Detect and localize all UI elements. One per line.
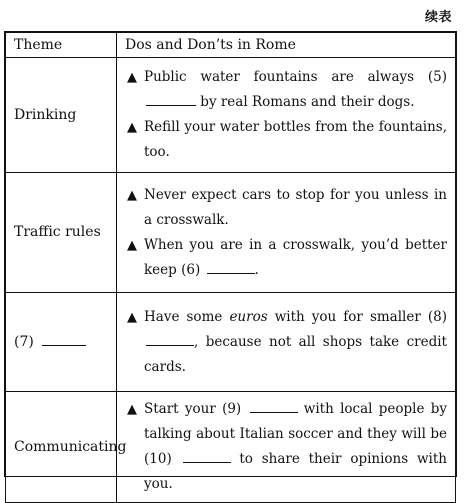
theme-drinking: Drinking	[6, 58, 117, 173]
triangle-bullet-icon: ▲	[127, 237, 137, 253]
triangle-bullet-icon: ▲	[127, 402, 137, 417]
rule-text: Start your (9)	[144, 401, 242, 417]
answer-blank-9[interactable]	[250, 397, 298, 413]
rule-item	[127, 305, 447, 380]
rule-text: Public water fountains are always (5)	[144, 69, 447, 85]
rule-text: to share their opinions with you.	[144, 451, 447, 492]
rule-text: , because not all shops take credit cards.	[144, 333, 447, 375]
theme-number: (7)	[14, 333, 34, 350]
content-drinking	[117, 58, 456, 173]
header-theme: Theme	[6, 33, 117, 58]
content-money	[117, 293, 456, 392]
rule-item	[127, 183, 447, 233]
rule-item	[127, 397, 447, 497]
rule-text: Refill your water bottles from the fountains, too.	[144, 119, 447, 160]
table-row	[6, 58, 456, 173]
rule-text: Have some	[144, 308, 223, 325]
answer-blank-8[interactable]	[146, 330, 194, 346]
table-header-row	[6, 33, 456, 58]
rule-text: When you are in a crosswalk, you’d better keep (6)	[144, 236, 447, 278]
rule-text: Never expect cars to stop for you unless in a crosswalk.	[144, 186, 447, 228]
theme-traffic-rules: Traffic rules	[6, 173, 117, 293]
answer-blank-6[interactable]	[207, 258, 255, 274]
table-row	[6, 293, 456, 392]
answer-blank-7[interactable]	[42, 330, 86, 346]
content-traffic-rules	[117, 173, 456, 293]
continued-label: 续表	[424, 10, 452, 25]
table-grid	[5, 32, 456, 503]
rule-item	[127, 65, 447, 115]
rule-item	[127, 233, 447, 283]
content-communicating	[117, 392, 456, 503]
rule-text: with you for smaller (8)	[274, 308, 447, 325]
header-content: Dos and Don’ts in Rome	[117, 33, 456, 58]
rule-text: with local people by talking about Italian soccer and they will be (10)	[144, 401, 447, 467]
triangle-bullet-icon: ▲	[127, 120, 137, 135]
answer-blank-10[interactable]	[183, 447, 231, 463]
rule-text: .	[254, 261, 259, 278]
rule-text: by real Romans and their dogs.	[200, 94, 415, 110]
triangle-bullet-icon: ▲	[127, 187, 137, 203]
rule-item	[127, 115, 447, 165]
triangle-bullet-icon: ▲	[127, 309, 137, 325]
table-row	[6, 173, 456, 293]
rome-table	[4, 31, 457, 492]
answer-blank-5[interactable]	[146, 90, 196, 106]
rule-italic-word: euros	[229, 308, 268, 325]
table-row	[6, 392, 456, 503]
theme-communicating: Communicating	[6, 392, 117, 503]
theme-blank-7	[6, 293, 117, 392]
triangle-bullet-icon: ▲	[127, 70, 137, 85]
